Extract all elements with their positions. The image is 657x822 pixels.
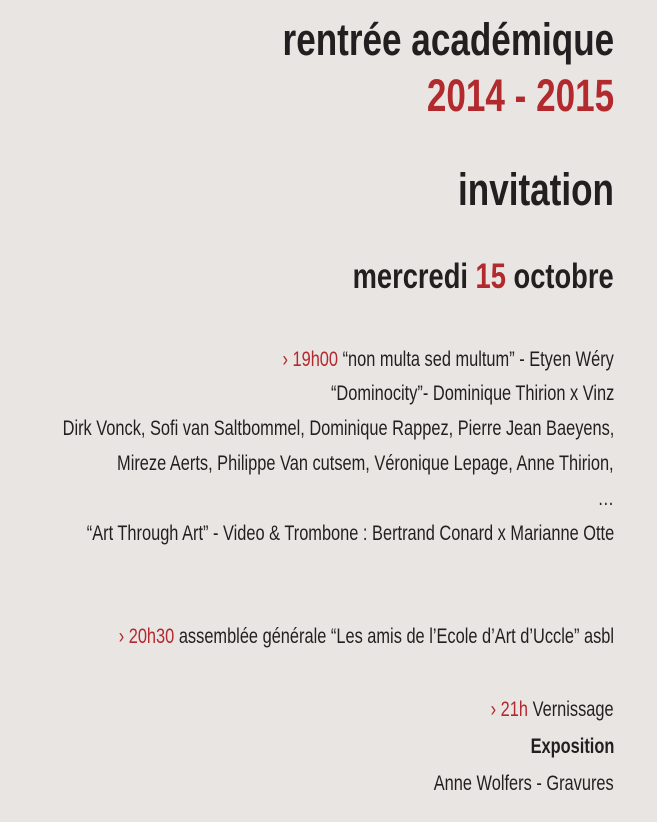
- schedule-item-2030-text: assemblée générale “Les amis de l’Ecole d’Art d’Uccle” asbl: [178, 625, 614, 648]
- schedule-item-1900-line3: Dirk Vonck, Sofi van Saltbommel, Dominique Rappez, Pierre Jean Baeyens,: [62, 417, 614, 440]
- schedule-item-1900-line5: …: [597, 487, 614, 510]
- date-day: mercredi: [352, 257, 469, 296]
- time-marker-2030: › 20h30: [118, 625, 175, 648]
- schedule-item-1900-line4: Mireze Aerts, Philippe Van cutsem, Véronique Lepage, Anne Thirion,: [117, 452, 614, 475]
- date-number: 15: [475, 257, 507, 296]
- academic-year: 2014 - 2015: [426, 70, 614, 121]
- schedule-item-1900: [283, 347, 614, 373]
- schedule-item-1900-line6: “Art Through Art” - Video & Trombone : Bertrand Conard x Marianne Otte: [86, 522, 614, 545]
- exposition-label: Exposition: [530, 735, 614, 758]
- date-month: octobre: [513, 257, 614, 296]
- exposition-artist: Anne Wolfers - Gravures: [434, 772, 614, 795]
- schedule-item-1900-line2: “Dominocity”- Dominique Thirion x Vinz: [330, 382, 614, 405]
- time-marker-1900: › 19h00: [282, 348, 339, 371]
- schedule-item-2100: [491, 697, 614, 723]
- schedule-item-2030: [119, 624, 614, 650]
- event-date: [353, 256, 614, 298]
- schedule-item-2100-text: Vernissage: [532, 698, 614, 721]
- invitation-heading: invitation: [458, 164, 614, 215]
- event-title: rentrée académique: [282, 14, 614, 65]
- schedule-item-1900-text: “non multa sed multum” - Etyen Wéry: [342, 348, 614, 371]
- time-marker-2100: › 21h: [491, 698, 529, 721]
